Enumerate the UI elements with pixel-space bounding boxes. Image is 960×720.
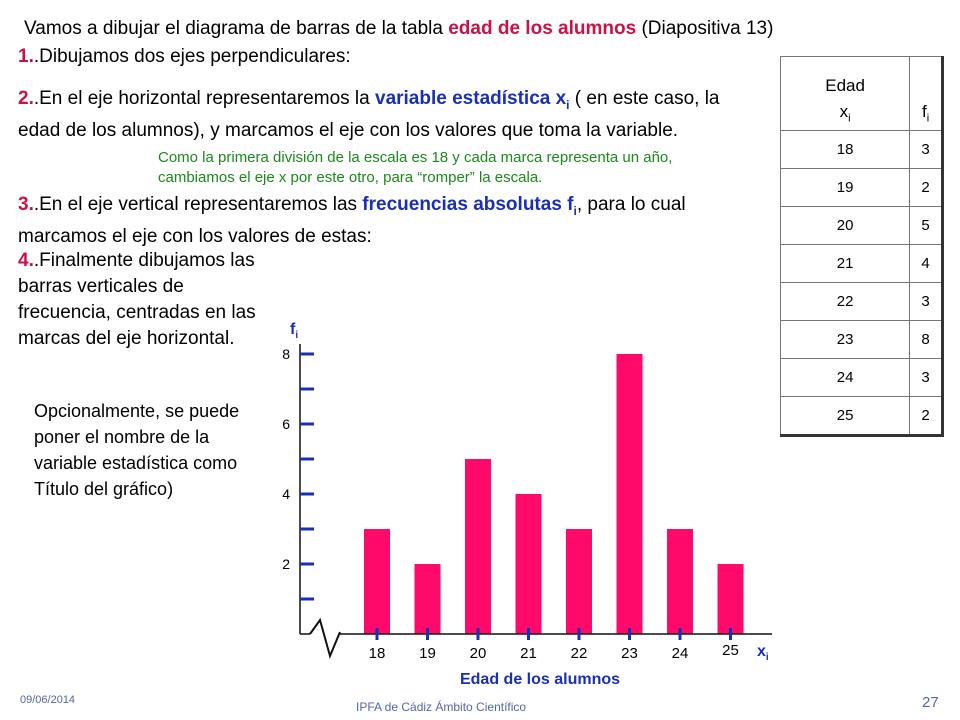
table-cell-x: 23 bbox=[781, 321, 910, 359]
x-axis-label: $x_i$ bbox=[757, 643, 769, 663]
bar-22 bbox=[566, 529, 592, 634]
table-cell-x: 18 bbox=[781, 131, 910, 169]
bar-21 bbox=[516, 494, 542, 634]
bar-23 bbox=[617, 354, 643, 634]
table-cell-f: 2 bbox=[910, 169, 943, 207]
y-axis-label: $f_i$ bbox=[290, 321, 299, 341]
x-tick-label: 20 bbox=[469, 645, 487, 662]
table-cell-x: 19 bbox=[781, 169, 910, 207]
y-tick-label: 6 bbox=[282, 416, 290, 432]
table-cell-x: 22 bbox=[781, 283, 910, 321]
page-number: 27 bbox=[922, 694, 939, 711]
table-cell-x: 21 bbox=[781, 245, 910, 283]
step-2-text-b: ( en este caso, la edad de los alumnos), y marcamos el eje con los valores que toma la variable. bbox=[18, 88, 720, 141]
x-axis-label-sub: i bbox=[765, 652, 769, 663]
bar-24 bbox=[667, 529, 693, 634]
table-cell-x: 20 bbox=[781, 207, 910, 245]
y-axis-label-sub: i bbox=[295, 330, 299, 341]
step-4-text: .Finalmente dibujamos las barras verticales de frecuencia, centradas en las marcas del eje horizontal. bbox=[18, 250, 256, 349]
chart-title: Edad de los alumnos bbox=[459, 671, 621, 688]
step-3-text-a: .En el eje vertical representaremos las bbox=[33, 194, 358, 215]
table-header-f: $f_i$ bbox=[910, 57, 943, 131]
optional-note: Opcionalmente, se puede poner el nombre de la variable estadística como Título del gráfico) bbox=[34, 401, 240, 499]
footer-date: 09/06/2014 bbox=[20, 694, 76, 706]
x-tick-label: 23 bbox=[621, 645, 638, 662]
table-cell-x: 25 bbox=[781, 397, 910, 436]
y-tick-label: 2 bbox=[282, 556, 290, 572]
y-tick-label: 8 bbox=[282, 346, 290, 362]
title-highlight: edad de los alumnos bbox=[448, 18, 637, 39]
table-cell-f: 4 bbox=[910, 245, 943, 283]
table-cell-f: 2 bbox=[910, 397, 943, 436]
title-prefix: Vamos a dibujar el diagrama de barras de la tabla bbox=[24, 18, 443, 39]
step-3-highlight: frecuencias absolutas $f_i$ bbox=[362, 194, 577, 218]
step-2-highlight: variable estadística $x_i$ bbox=[375, 88, 570, 112]
table-cell-f: 5 bbox=[910, 207, 943, 245]
table-cell-x: 24 bbox=[781, 359, 910, 397]
axis-break-zigzag bbox=[310, 620, 340, 656]
y-tick-label: 4 bbox=[282, 486, 290, 502]
step-4-number: 4. bbox=[18, 250, 34, 271]
step-2-number: 2. bbox=[18, 88, 34, 109]
x-tick-label: 24 bbox=[671, 645, 689, 662]
bar-18 bbox=[364, 529, 390, 634]
step-1-text: .Dibujamos dos ejes perpendiculares: bbox=[33, 46, 351, 67]
table-cell-f: 3 bbox=[910, 131, 943, 169]
bar-20 bbox=[465, 459, 491, 634]
x-tick-label: 21 bbox=[520, 645, 537, 662]
footer-center: IPFA de Cádiz Ámbito Científico bbox=[356, 700, 527, 714]
table-cell-f: 3 bbox=[910, 283, 943, 321]
green-note: Como la primera división de la escala es 18 y cada marca representa un año, cambiamos el eje x por este otro, para “romper” la escala. bbox=[158, 149, 673, 186]
x-tick-label: 19 bbox=[419, 645, 436, 662]
bar-19 bbox=[415, 564, 441, 634]
x-tick-label: 25 bbox=[722, 642, 739, 659]
x-tick-label: 18 bbox=[368, 645, 386, 662]
step-3-number: 3. bbox=[18, 194, 34, 215]
bar-25 bbox=[718, 564, 744, 634]
step-1-number: 1. bbox=[18, 46, 34, 67]
table-header-x: Edad $x_i$ bbox=[781, 57, 910, 131]
table-cell-f: 8 bbox=[910, 321, 943, 359]
step-2-text-a: .En el eje horizontal representaremos la bbox=[33, 88, 370, 109]
step-3-text-b: , para lo cual marcamos el eje con los valores de estas: bbox=[18, 194, 686, 247]
x-tick-label: 22 bbox=[570, 645, 588, 662]
table-cell-f: 3 bbox=[910, 359, 943, 397]
title-suffix: (Diapositiva 13) bbox=[641, 18, 774, 39]
